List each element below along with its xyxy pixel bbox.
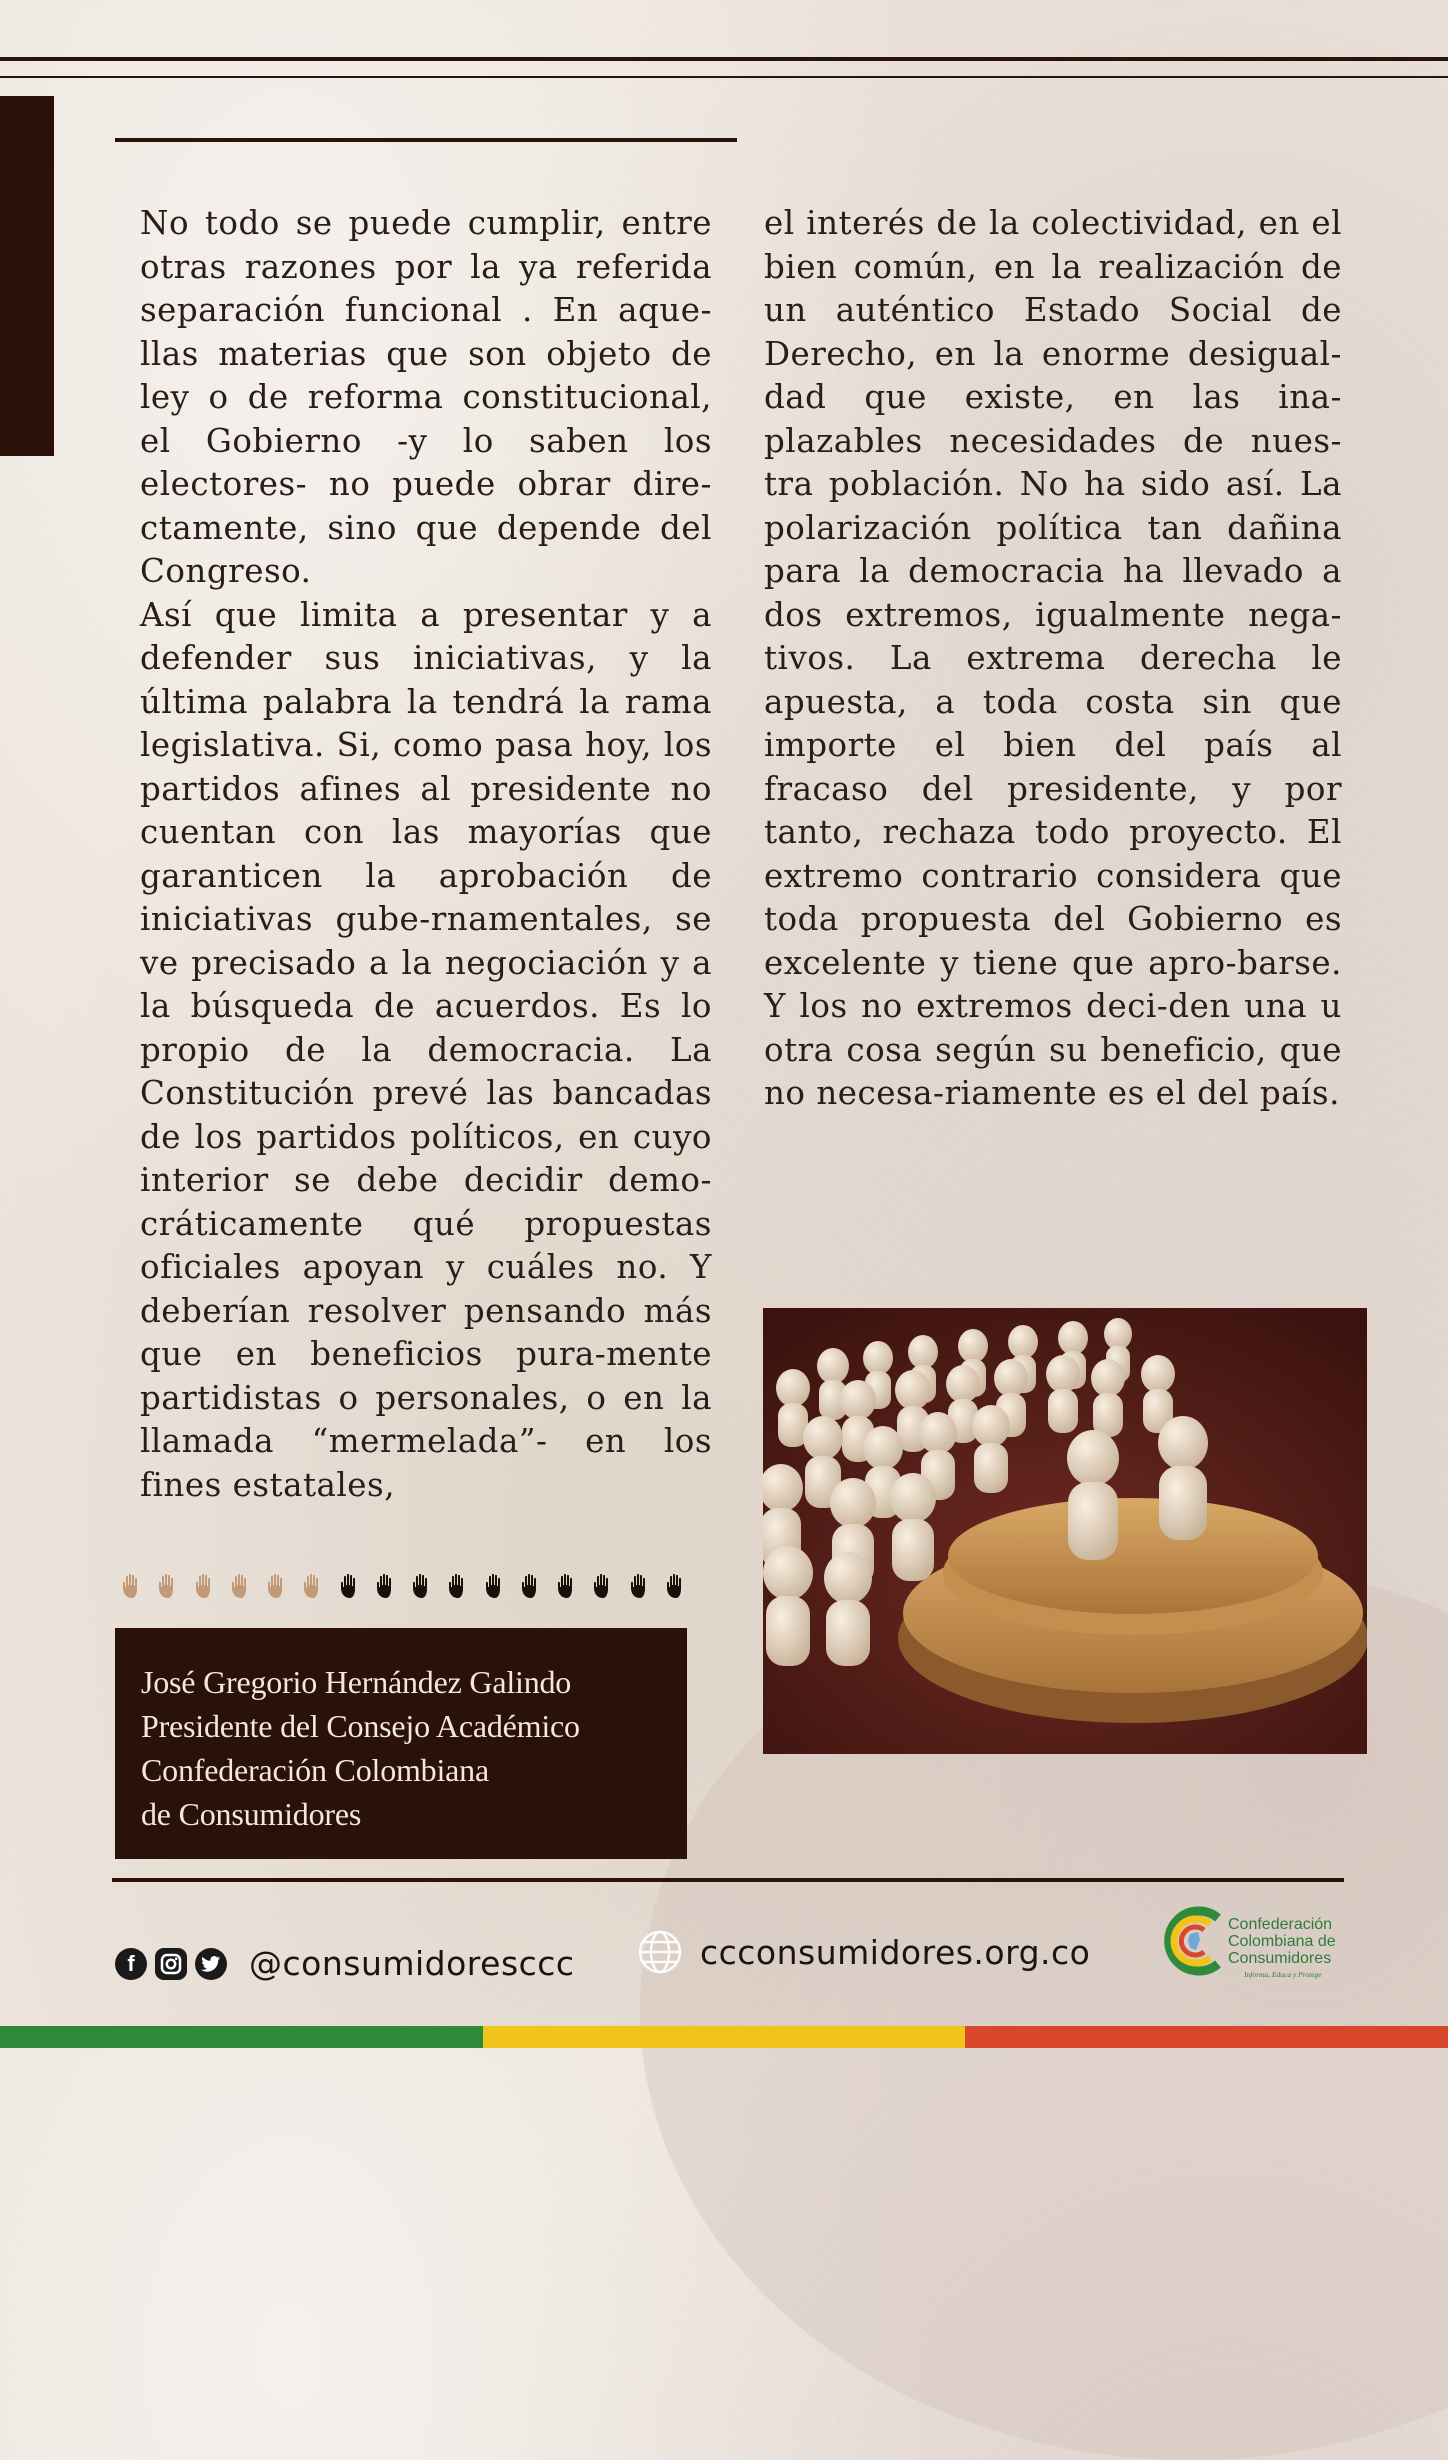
hand-icon [511, 1570, 547, 1602]
hand-icon [112, 1570, 148, 1602]
instagram-icon[interactable] [155, 1948, 187, 1980]
facebook-icon[interactable]: f [115, 1948, 147, 1980]
flag-green [0, 2026, 483, 2048]
twitter-icon[interactable] [195, 1948, 227, 1980]
hand-icon [583, 1570, 619, 1602]
logo-text [1228, 1916, 1336, 1967]
hand-icon [330, 1570, 366, 1602]
hand-icon [257, 1570, 293, 1602]
top-rule [0, 57, 1448, 61]
hand-icon [402, 1570, 438, 1602]
left-accent-bar [0, 96, 54, 456]
colombia-flag-strip [0, 2026, 1448, 2048]
article-right-column [764, 202, 1342, 1116]
globe-icon [636, 1928, 684, 1976]
hand-icon [366, 1570, 402, 1602]
logo-line-3: Consumidores [1228, 1950, 1332, 1967]
author-name: José Gregorio Hernández Galindo [141, 1664, 572, 1700]
hand-icon [620, 1570, 656, 1602]
article-paragraph: No todo se puede cumplir, entre otras razones por la ya referida separación funcional . En aque-llas materias que son objeto de ley o de reforma constitucional, el Gobierno -y lo saben los electores- no puede obrar dire-ctamente, sino que depende del Congreso. [140, 204, 712, 590]
flag-yellow [483, 2026, 966, 2048]
website-link[interactable] [636, 1928, 1090, 1976]
hand-icon [475, 1570, 511, 1602]
wooden-figures-photo [763, 1308, 1367, 1754]
hand-icon [185, 1570, 221, 1602]
hand-icon [438, 1570, 474, 1602]
hand-icon [221, 1570, 257, 1602]
hand-icon [547, 1570, 583, 1602]
author-org: Confederación Colombiana [141, 1752, 489, 1788]
social-links [115, 1944, 575, 1983]
hand-icon [656, 1570, 692, 1602]
flag-red [965, 2026, 1448, 2048]
logo-c-icon [1160, 1904, 1230, 1978]
hand-icon [293, 1570, 329, 1602]
website-url[interactable]: ccconsumidores.org.co [700, 1932, 1091, 1972]
social-handle[interactable]: @consumidoresccc [249, 1944, 575, 1983]
hand-icon [148, 1570, 184, 1602]
hands-divider [112, 1570, 692, 1604]
article-left-column [140, 202, 712, 1507]
author-org-cont: de Consumidores [141, 1796, 362, 1832]
footer-rule [112, 1878, 1344, 1882]
article-paragraph: el interés de la colectividad, en el bien común, en la realización de un auténtico Estado Social de Derecho, en la enorme desigual-dad que existe, en las ina-plazables necesidades de nues-tra población. No ha sido así. La polarización política tan dañina para la democracia ha llevado a dos extremos, igualmente nega-tivos. La extrema derecha le apuesta, a toda costa sin que importe el bien del país al fracaso del presidente, y por tanto, rechaza todo proyecto. El extremo contrario considera que toda propuesta del Gobierno es excelente y tiene que apro-barse. Y los no extremos deci-den una u otra cosa según su beneficio, que no necesa-riamente es el del país. [764, 204, 1342, 1112]
logo-line-1: Confederación [1228, 1916, 1333, 1933]
article-paragraph: Así que limita a presentar y a defender sus iniciativas, y la última palabra la tendrá la rama legislativa. Si, como pasa hoy, los partidos afines al presidente no cuentan con las mayorías que garanticen la aprobación de iniciativas gube-rnamentales, se ve precisado a la negociación y a la búsqueda de acuerdos. Es lo propio de la democracia. La Constitución prevé las bancadas de los partidos políticos, en cuyo interior se debe decidir demo-cráticamente qué propuestas oficiales apoyan y cuáles no. Y deberían resolver pensando más que en beneficios pura-mente partidistas o personales, o en la llamada “mermelada”- en los fines estatales, [140, 595, 712, 1504]
confederacion-logo [1160, 1904, 1360, 1988]
logo-tagline: Informa, Educa y Protege [1244, 1970, 1322, 1979]
top-rule-thin [0, 76, 1448, 78]
logo-line-2: Colombiana de [1228, 1933, 1336, 1950]
column-top-rule [115, 138, 737, 142]
author-role: Presidente del Consejo Académico [141, 1708, 580, 1744]
author-box [115, 1628, 687, 1859]
